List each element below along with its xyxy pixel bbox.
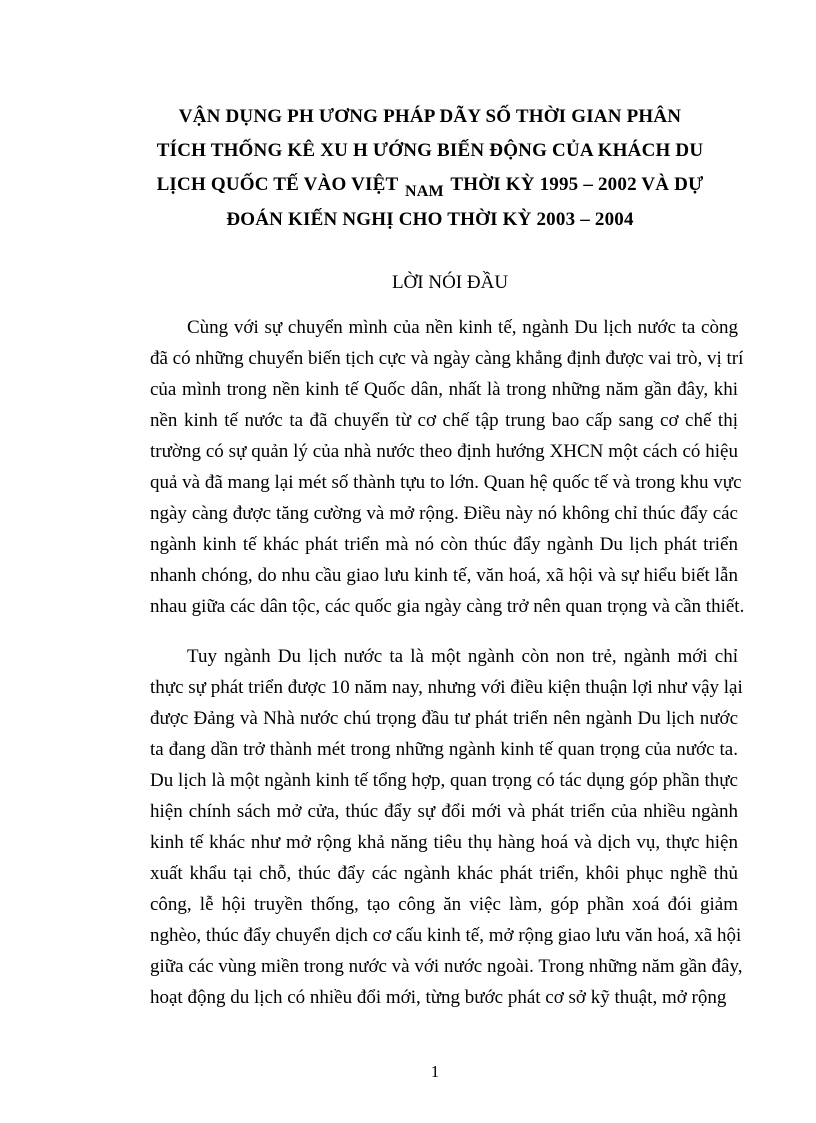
title-line-3 xyxy=(110,168,750,203)
title-line-3-subscript: NAM xyxy=(404,183,444,200)
paragraph-1 xyxy=(150,312,745,622)
paragraph-line: đã có những chuyển biến tịch cực và ngày càng khẳng định được vai trò, vị trí xyxy=(150,348,744,369)
paragraph-line: quả và đã mang lại mét số thành tựu to lớn. Quan hệ quốc tế và trong khu vực xyxy=(150,472,742,493)
paragraph-line: công, lễ hội truyền thống, tạo công ăn việc làm, góp phần xoá đói giảm xyxy=(150,894,738,915)
paragraph-line: trường có sự quản lý của nhà nước theo định hướng XHCN một cách có hiệu xyxy=(150,441,738,462)
paragraph-line: kinh tế khác như mở rộng khả năng tiêu thụ hàng hoá và dịch vụ, thực hiện xyxy=(150,832,738,853)
paragraph-2 xyxy=(150,641,743,1013)
paragraph-line: được Đảng và Nhà nước chú trọng đầu tư phát triển nên ngành Du lịch nước xyxy=(150,708,738,729)
paragraph-line: xuất khẩu tại chỗ, thúc đẩy các ngành khác phát triển, khôi phục nghề thủ xyxy=(150,863,738,884)
paragraph-line: ta đang dần trở thành mét trong những ngành kinh tế quan trọng của nước ta. xyxy=(150,739,738,760)
paragraph-line: ngành kinh tế khác phát triển mà nó còn thúc đẩy ngành Du lịch phát triển xyxy=(150,534,738,555)
title-line-3-start: LỊCH QUỐC TẾ VÀO VIỆT xyxy=(156,174,398,195)
paragraph-line: hiện chính sách mở cửa, thúc đẩy sự đổi mới và phát triển của nhiều ngành xyxy=(150,801,738,822)
paragraph-line: hoạt động du lịch có nhiều đổi mới, từng bước phát cơ sở kỹ thuật, mở rộng xyxy=(150,987,727,1008)
title-line-2: TÍCH THỐNG KÊ XU H ƯỚNG BIẾN ĐỘNG CỦA KHÁCH DU xyxy=(156,140,704,161)
paragraph-line: giữa các vùng miền trong nước và với nước ngoài. Trong những năm gần đây, xyxy=(150,956,743,977)
paragraph-line: nền kinh tế nước ta đã chuyển từ cơ chế tập trung bao cấp sang cơ chế thị xyxy=(150,410,738,431)
page-number: 1 xyxy=(430,1062,440,1081)
title-line-3-end: THỜI KỲ 1995 – 2002 VÀ DỰ xyxy=(450,174,704,195)
paragraph-line: nhau giữa các dân tộc, các quốc gia ngày càng trở nên quan trọng và cần thiết. xyxy=(150,596,745,617)
paragraph-line: nhanh chóng, do nhu cầu giao lưu kinh tế, văn hoá, xã hội và sự hiểu biết lẫn xyxy=(150,565,738,586)
paragraph-line: Tuy ngành Du lịch nước ta là một ngành còn non trẻ, ngành mới chỉ xyxy=(187,646,738,667)
title-line-1: VẬN DỤNG PH ƯƠNG PHÁP DÃY SỐ THỜI GIAN PHÂN xyxy=(178,106,682,127)
title-line-4: ĐOÁN KIẾN NGHỊ CHO THỜI KỲ 2003 – 2004 xyxy=(226,209,634,230)
paragraph-line: của mình trong nền kinh tế Quốc dân, nhất là trong những năm gần đây, khi xyxy=(150,379,738,400)
paragraph-line: ngày càng được tăng cường và mở rộng. Điều này nó không chỉ thúc đẩy các xyxy=(150,503,738,524)
document-title xyxy=(110,100,750,237)
paragraph-line: Cùng với sự chuyển mình của nền kinh tế, ngành Du lịch nước ta còng xyxy=(187,317,738,338)
paragraph-line: Du lịch là một ngành kinh tế tổng hợp, quan trọng có tác dụng góp phần thực xyxy=(150,770,738,791)
paragraph-line: thực sự phát triển được 10 năm nay, nhưng với điều kiện thuận lợi như vậy lại xyxy=(150,677,743,698)
paragraph-line: nghèo, thúc đẩy chuyển dịch cơ cấu kinh tế, mở rộng giao lưu văn hoá, xã hội xyxy=(150,925,742,946)
section-heading: LỜI NÓI ĐẦU xyxy=(391,272,509,293)
